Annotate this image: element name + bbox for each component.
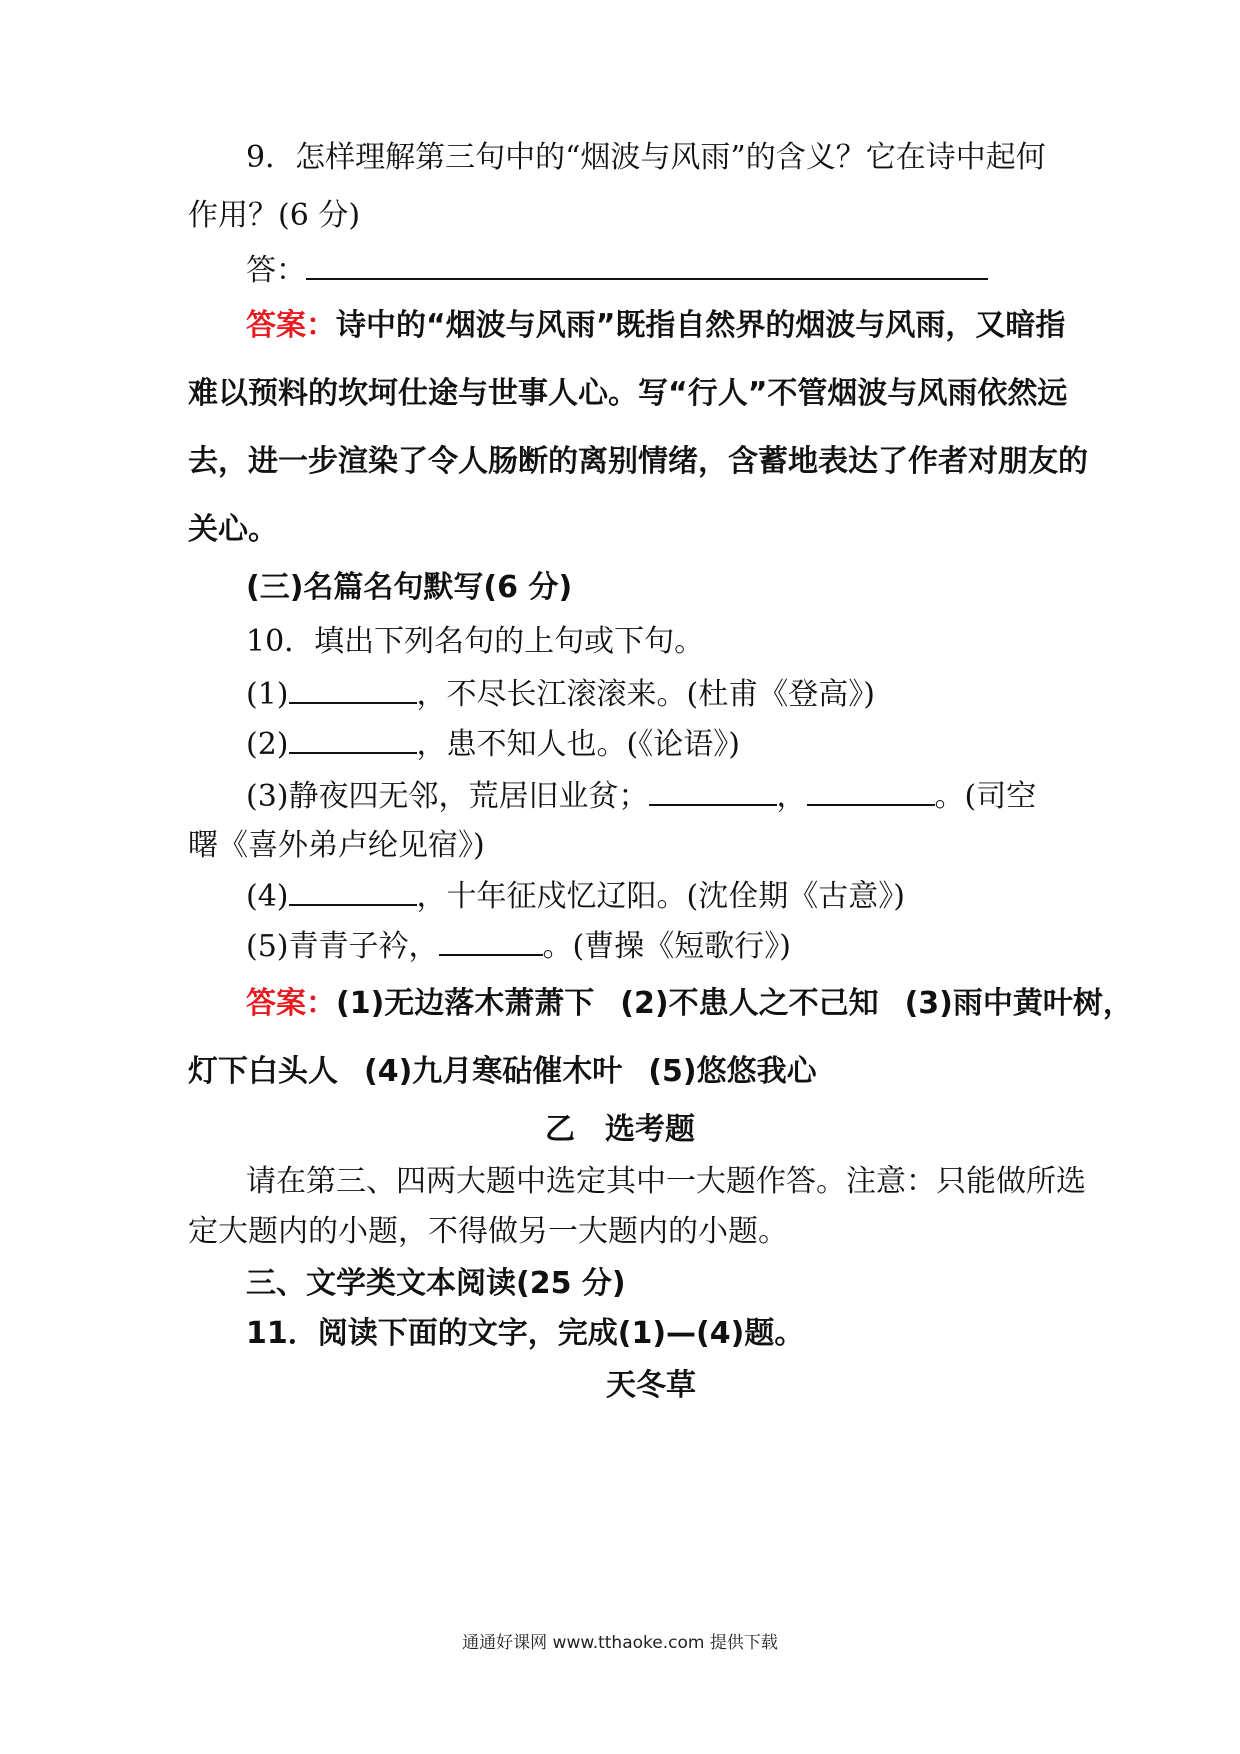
- q9-answer-line3: 去，进一步渲染了令人肠断的离别情绪，含蓄地表达了作者对朋友的: [188, 444, 1088, 479]
- q10-item3-blank-b[interactable]: [807, 776, 935, 806]
- q10-answer-a3: (3)雨中黄叶树，: [904, 986, 1133, 1021]
- q10-answer-label: 答案：: [246, 986, 336, 1021]
- q9-line1: 9．怎样理解第三句中的“烟波与风雨”的含义？它在诗中起何: [246, 140, 1046, 175]
- q10-answer-a1: (1)无边落木萧萧下: [336, 986, 595, 1021]
- q10-item5-end: 。(曹操《短歌行》): [542, 929, 791, 964]
- q10-answer-a2: (2)不患人之不己知: [620, 986, 879, 1021]
- q9-line2: 作用？(6 分): [188, 198, 361, 233]
- q10-item3-blank-a[interactable]: [649, 776, 777, 806]
- q10-item3-end: 。(司空: [934, 779, 1037, 814]
- q9-answer-line4: 关心。: [188, 512, 278, 547]
- q9-answer-label: 答案：: [246, 308, 336, 343]
- q10-item5-start: (5)青青子衿，: [246, 929, 439, 964]
- q10-item4-text: ，十年征戍忆辽阳。(沈佺期《古意》): [416, 879, 905, 914]
- q10-item2-blank[interactable]: [289, 724, 417, 754]
- q10-answer-line1: [246, 984, 1133, 1024]
- q10-answer-a4: (4)九月寒砧催木叶: [364, 1054, 623, 1089]
- q10-item3: [246, 776, 1058, 817]
- section3-title: (三)名篇名句默写(6 分): [246, 570, 573, 605]
- q10-item2-text: ，患不知人也。(《论语》): [416, 727, 740, 762]
- q9-answer-field: [246, 250, 1058, 291]
- q9-answer-text1: 诗中的“烟波与风雨”既指自然界的烟波与风雨，又暗指: [336, 308, 1066, 343]
- q10-answer-a3-cont: 灯下白头人: [188, 1054, 338, 1089]
- q10-item1: [246, 674, 1058, 715]
- q10-item2-num: (2): [246, 727, 289, 762]
- q10-item3-start: (3)静夜四无邻，荒居旧业贫；: [246, 779, 649, 814]
- q10-item5-blank[interactable]: [439, 926, 543, 956]
- q10-item4-blank[interactable]: [289, 876, 417, 906]
- q11-prompt: 11．阅读下面的文字，完成(1)—(4)题。: [246, 1316, 805, 1351]
- q10-answer-a5: (5)悠悠我心: [648, 1054, 817, 1089]
- q10-item1-text: ，不尽长江滚滚来。(杜甫《登高》): [416, 677, 875, 712]
- q10-item4-num: (4): [246, 879, 289, 914]
- q10-prompt: 10．填出下列名句的上句或下句。: [246, 624, 705, 659]
- story-title: 天冬草: [606, 1368, 696, 1403]
- elective-instr-line1: 请在第三、四两大题中选定其中一大题作答。注意：只能做所选: [246, 1164, 1086, 1199]
- literary-section-title: 三、文学类文本阅读(25 分): [246, 1266, 626, 1301]
- q10-item1-blank[interactable]: [289, 674, 417, 704]
- elective-heading: 乙 选考题: [545, 1112, 695, 1147]
- q9-answer-blank[interactable]: [306, 250, 988, 280]
- elective-instr-line2: 定大题内的小题，不得做另一大题内的小题。: [188, 1214, 788, 1249]
- q10-answer-line2: [188, 1052, 1058, 1092]
- q9-answer-prefix: 答：: [246, 253, 306, 288]
- q9-answer-line1: [246, 306, 1066, 346]
- q10-item4: [246, 876, 1058, 917]
- q10-item3-comma: ，: [776, 779, 807, 814]
- q10-item1-num: (1): [246, 677, 289, 712]
- q10-item2: [246, 724, 1058, 765]
- q10-item3-line2: 曙《喜外弟卢纶见宿》): [188, 828, 485, 863]
- q10-item5: [246, 926, 1058, 967]
- q9-answer-line2: 难以预料的坎坷仕途与世事人心。写“行人”不管烟波与风雨依然远: [188, 376, 1068, 411]
- footer-credit: 通通好课网 www.tthaoke.com 提供下载: [462, 1633, 778, 1653]
